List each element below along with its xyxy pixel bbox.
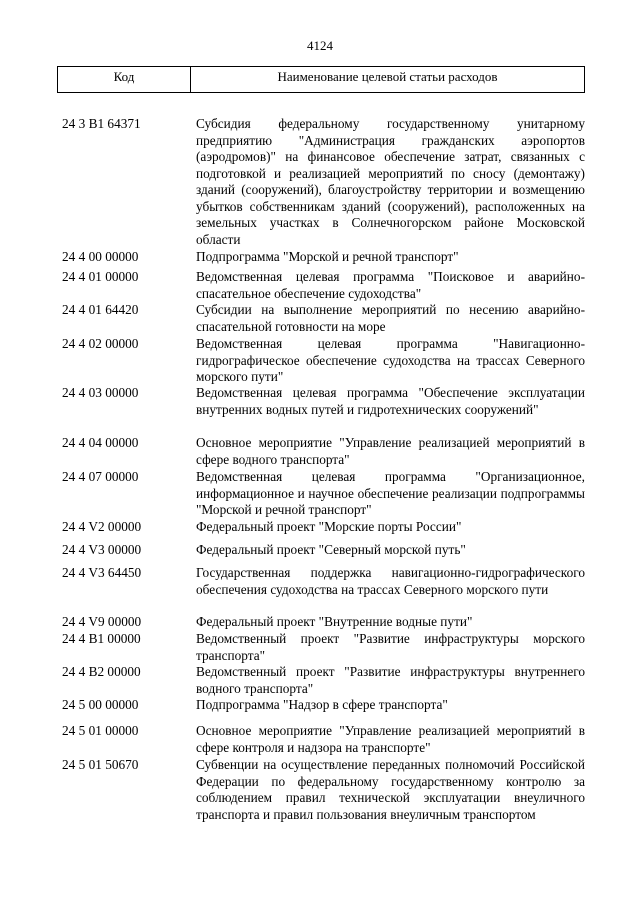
item-name: Федеральный проект "Северный морской путь" — [196, 542, 466, 557]
item-name: Ведомственная целевая программа "Обеспечение эксплуатации внутренних водных путей и гидротехнических сооружений" — [196, 385, 585, 417]
item-name: Федеральный проект "Морские порты России" — [196, 519, 462, 534]
column-header-name: Наименование целевой статьи расходов — [277, 69, 498, 84]
item-name: Субсидии на выполнение мероприятий по несению аварийно-спасательной готовности на море — [196, 302, 585, 334]
item-name: Субвенции на осуществление переданных полномочий Российской Федерации по федеральному государственному контролю за соблюдением правил технической эксплуатации внеуличного транспорта и правил пользования внеуличным транспортом — [196, 757, 585, 822]
item-code: 24 5 01 00000 — [62, 723, 139, 738]
item-code: 24 5 00 00000 — [62, 697, 139, 712]
item-name: Ведомственная целевая программа "Организационное, информационное и научное обеспечение реализации подпрограммы "Морской и речной транспорт" — [196, 469, 585, 517]
item-code: 24 4 В1 00000 — [62, 631, 141, 646]
item-code: 24 3 В1 64371 — [62, 116, 141, 131]
item-code: 24 4 В2 00000 — [62, 664, 141, 679]
item-code: 24 4 01 64420 — [62, 302, 139, 317]
item-code: 24 4 03 00000 — [62, 385, 139, 400]
item-code: 24 4 04 00000 — [62, 435, 139, 450]
column-header-code: Код — [58, 67, 191, 92]
item-code: 24 4 V2 00000 — [62, 519, 142, 534]
item-name: Ведомственный проект "Развитие инфраструктуры внутреннего водного транспорта" — [196, 664, 585, 696]
item-name: Подпрограмма "Надзор в сфере транспорта" — [196, 697, 448, 712]
item-code: 24 4 V9 00000 — [62, 614, 142, 629]
item-name: Субсидия федеральному государственному унитарному предприятию "Администрация гражданских аэропортов (аэродромов)" на финансовое обеспечение затрат, связанных с подготовкой и реализацией мероприятий по сносу (демонтажу) зданий (сооружений), благоустройству территории и возмещению убытков собственникам зданий (сооружений), расположенных на земельных участках в Солнечногорском районе Московской области — [196, 116, 585, 247]
item-name: Подпрограмма "Морской и речной транспорт" — [196, 249, 459, 264]
item-code: 24 4 00 00000 — [62, 249, 139, 264]
item-code: 24 4 02 00000 — [62, 336, 139, 351]
item-name: Ведомственная целевая программа "Навигационно-гидрографическое обеспечение судоходства на трассах Северного морского пути" — [196, 336, 585, 384]
item-code: 24 4 V3 64450 — [62, 565, 142, 580]
item-name: Федеральный проект "Внутренние водные пути" — [196, 614, 473, 629]
table-header — [57, 66, 585, 93]
item-name: Основное мероприятие "Управление реализацией мероприятий в сфере контроля и надзора на транспорте" — [196, 723, 585, 755]
item-code: 24 4 07 00000 — [62, 469, 139, 484]
item-code: 24 4 V3 00000 — [62, 542, 142, 557]
item-name: Государственная поддержка навигационно-гидрографического обеспечения судоходства на трассах Северного морского пути — [196, 565, 585, 597]
page-number: 4124 — [307, 38, 333, 53]
item-code: 24 5 01 50670 — [62, 757, 139, 772]
item-code: 24 4 01 00000 — [62, 269, 139, 284]
item-name: Основное мероприятие "Управление реализацией мероприятий в сфере водного транспорта" — [196, 435, 585, 467]
item-name: Ведомственная целевая программа "Поисковое и аварийно-спасательное обеспечение судоходства" — [196, 269, 585, 301]
item-name: Ведомственный проект "Развитие инфраструктуры морского транспорта" — [196, 631, 585, 663]
